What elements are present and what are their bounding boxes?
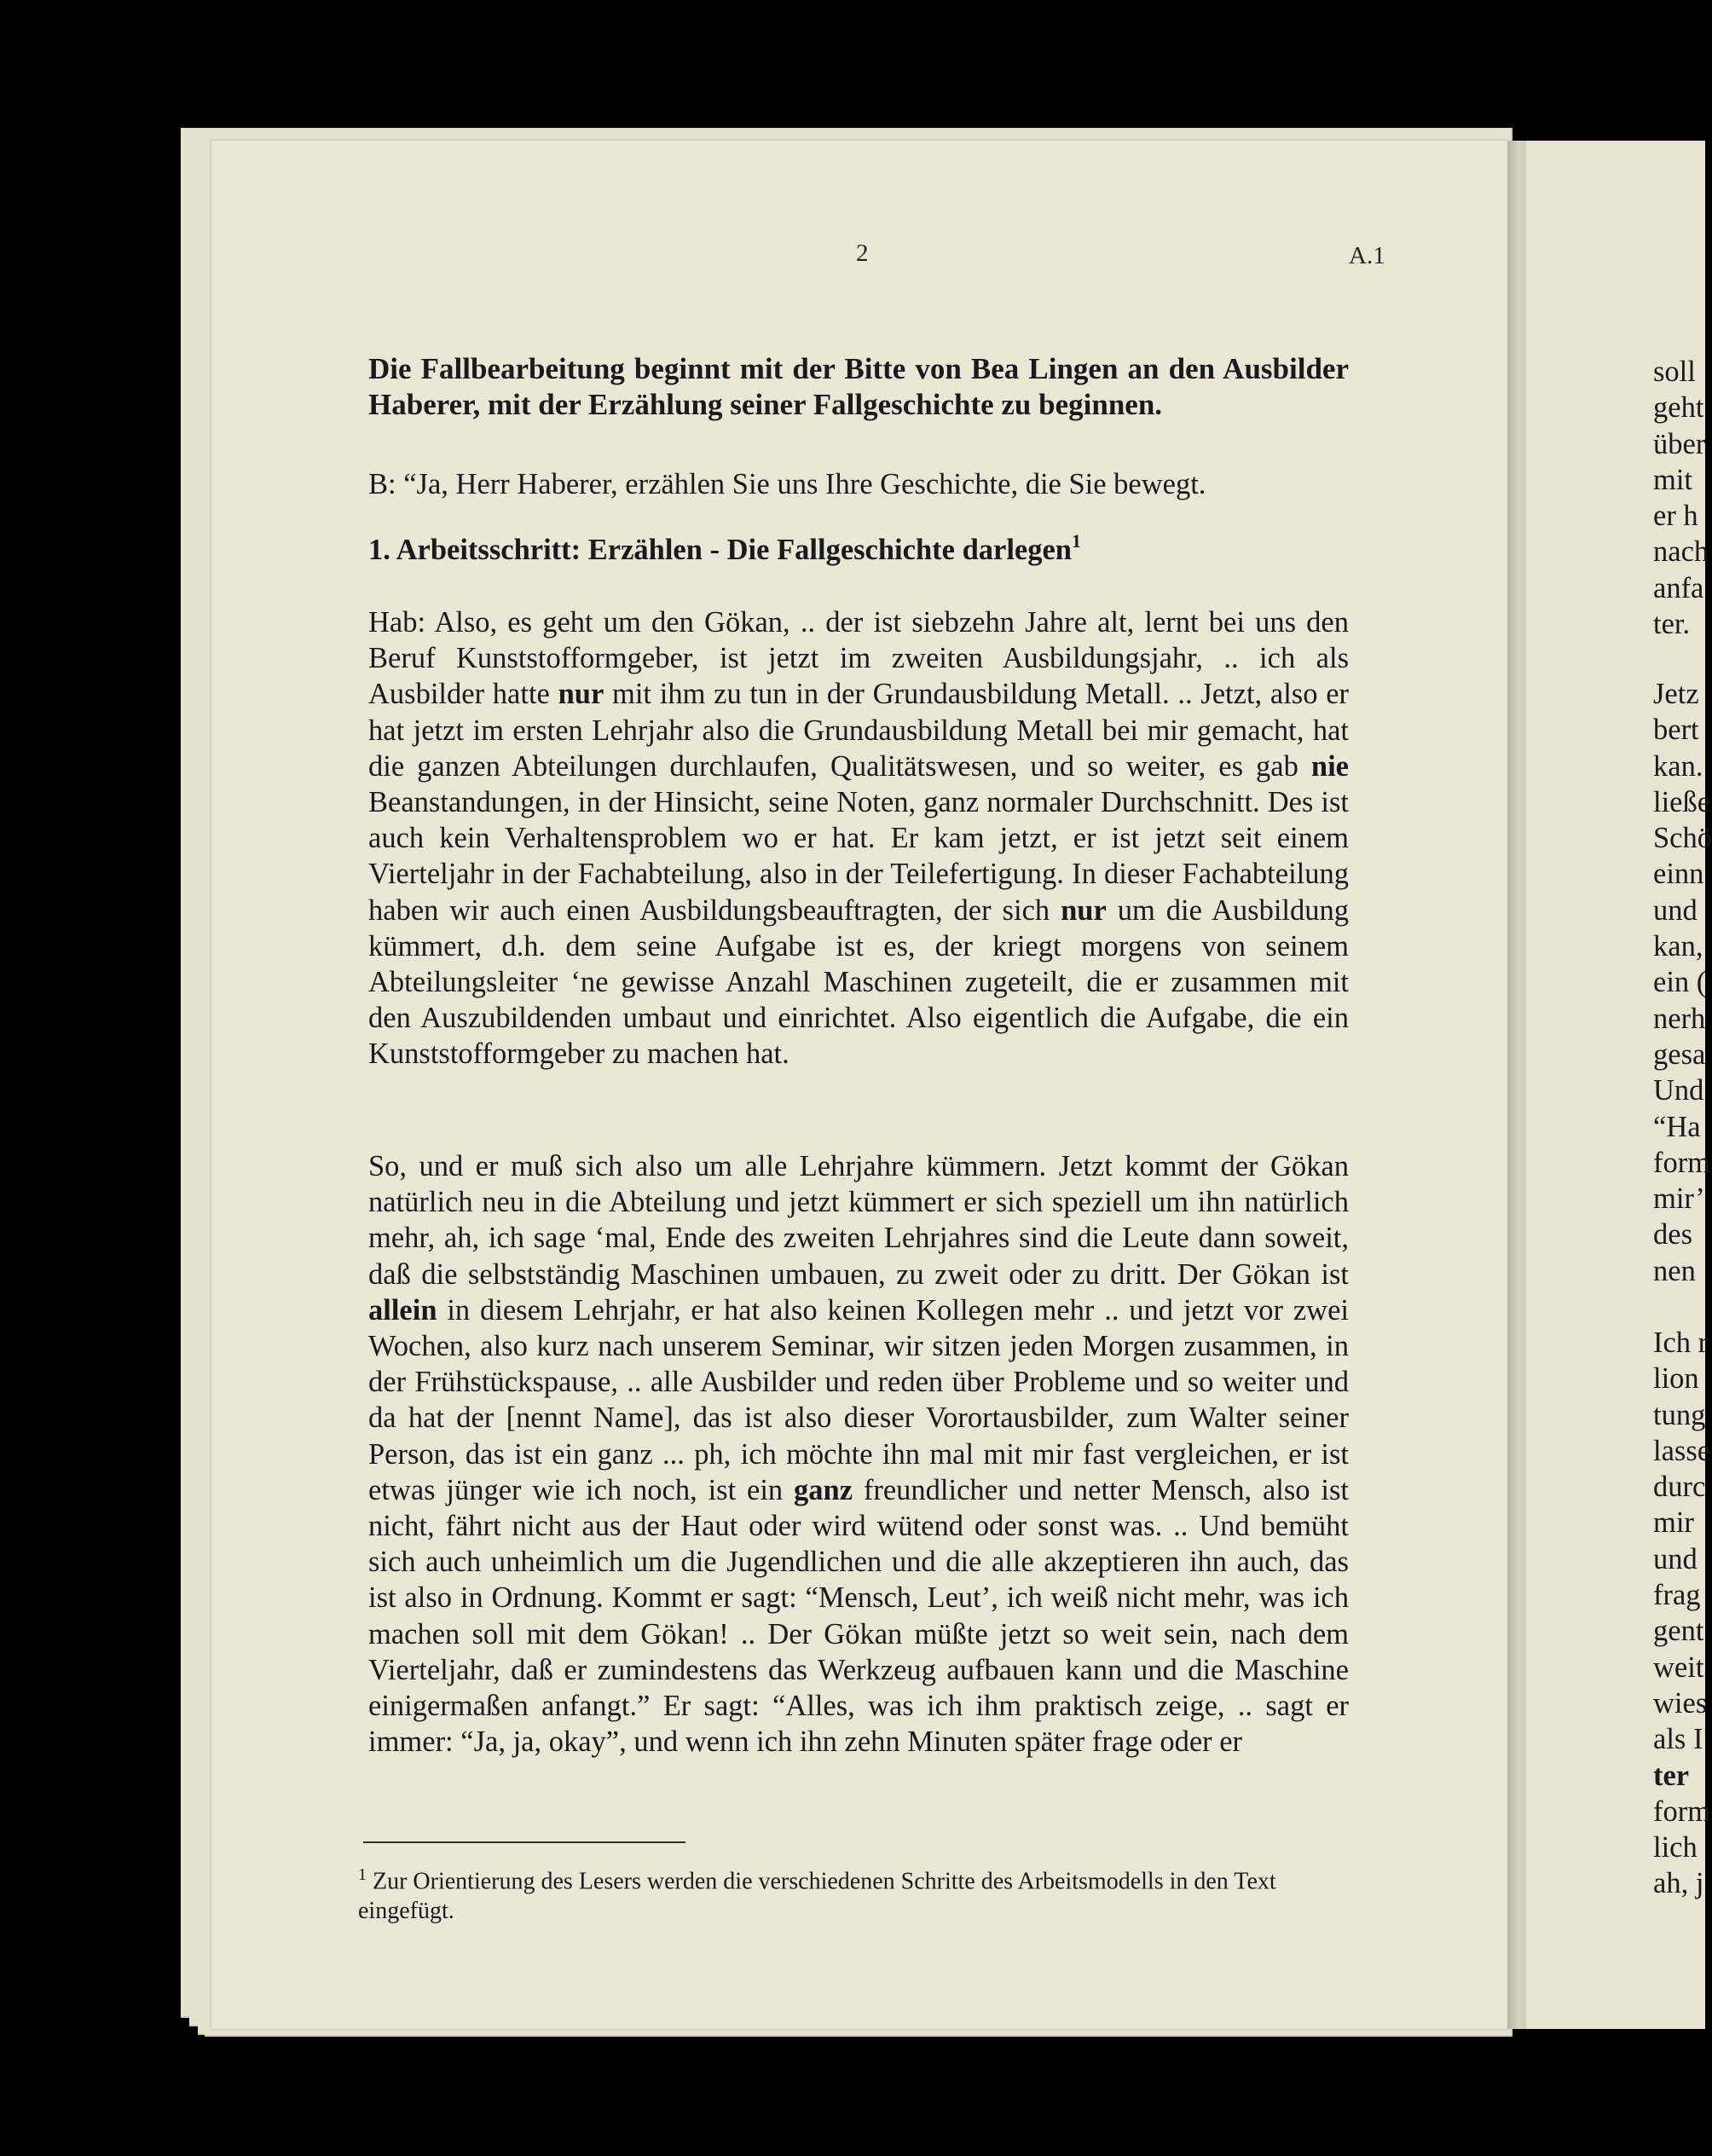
emphasis-nur: nur — [1061, 893, 1107, 927]
paragraph-2-part: in diesem Lehrjahr, er hat also keinen Kollegen mehr .. und jetzt vor zwei Wochen, also kurz nach unserem Seminar, wir sitzen jeden Morgen zusammen, in der Frühstückspause, .. alle Ausbilder und reden über Probleme und so weiter und da hat der [nennt Name], das ist also dieser Vorortausbilder, zum Walter seiner Person, das ist ein ganz ... ph, ich möchte ihn mal mit mir fast vergleichen, er ist etwas jünger wie ich noch, ist ein — [368, 1293, 1349, 1506]
facing-line: mir — [1653, 1506, 1694, 1540]
facing-line: ein ( — [1653, 966, 1707, 999]
facing-line: lich — [1653, 1831, 1698, 1864]
paragraph-2-part: So, und er muß sich also um alle Lehrjahre kümmern. Jetzt kommt der Gökan natürlich neu in die Abteilung und jetzt kümmert er sich speziell um ihn natürlich mehr, ah, ich sage ‘mal, Ende des zweiten Lehrjahres sind die Leute dann soweit, daß die selbstständig Maschinen umbauen, zu zweit oder zu dritt. Der Gökan ist — [368, 1150, 1349, 1291]
section-label: A.1 — [1349, 242, 1385, 269]
paragraph-2-part: freundlicher und netter Mensch, also ist nicht, fährt nicht aus der Haut oder wird wütend oder sonst was. .. Und bemüht sich auch unheimlich um die Jugendlichen und die alle akzeptieren ihn auch, das ist also in Ordnung. Kommt er sagt: “Mensch, Leut’, ich weiß nicht mehr, was ich machen soll mit dem Gökan! .. Der Gökan müßte jetzt so weit sein, nach dem Vierteljahr, daß er zumindestens das Werkzeug aufbauen kann und die Maschine einigermaßen anfangt.” Er sagt: “Alles, was ich ihm praktisch zeige, .. sagt er immer: “Ja, ja, okay”, und wenn ich ihn zehn Minuten später frage oder er — [368, 1473, 1349, 1759]
emphasis-ganz: ganz — [794, 1473, 853, 1506]
facing-line: lion — [1653, 1362, 1699, 1396]
paragraph-1-part: Beanstandungen, in der Hinsicht, seine Noten, ganz normaler Durchschnitt. Des ist auch kein Verhaltensproblem wo er hat. Er kam jetzt, er ist jetzt seit einem Vierteljahr in der Fachabteilung, also in der Teilefertigung. In dieser Fachabteilung haben wir auch einen Ausbildungsbeauftragten, der sich — [368, 786, 1349, 927]
quote-line: B: “Ja, Herr Haberer, erzählen Sie uns Ihre Geschichte, die Sie bewegt. — [368, 468, 1206, 500]
facing-line: lasse — [1653, 1434, 1711, 1467]
facing-line: tung — [1653, 1398, 1706, 1431]
step-heading — [368, 532, 1349, 568]
facing-text-block — [1653, 1325, 1711, 1902]
facing-line: Ich r — [1653, 1327, 1709, 1359]
facing-line: des — [1653, 1218, 1692, 1251]
footnote-ref: 1 — [1071, 530, 1081, 552]
footnote-marker: 1 — [358, 1865, 367, 1884]
paragraph-2 — [368, 1148, 1349, 1760]
facing-line: und — [1653, 1542, 1698, 1575]
facing-line: nen — [1653, 1254, 1696, 1287]
facing-line: frag — [1653, 1579, 1701, 1612]
facing-text-block — [1653, 354, 1709, 642]
facing-line: mir’ — [1653, 1182, 1705, 1216]
facing-line: gent — [1653, 1615, 1704, 1648]
facing-line: soll — [1653, 355, 1696, 388]
facing-line: er h — [1653, 500, 1698, 533]
facing-line: anfa — [1653, 571, 1704, 604]
facing-line: geht — [1653, 391, 1704, 425]
emphasis-nur: nur — [558, 678, 604, 711]
facing-text-block — [1653, 676, 1712, 1289]
facing-line: mit — [1653, 463, 1693, 496]
facing-line: gesa — [1653, 1038, 1706, 1071]
footnote-rule — [363, 1841, 685, 1843]
facing-line: ließe — [1653, 785, 1711, 818]
facing-line: nerh — [1653, 1002, 1706, 1035]
facing-line: “Ha — [1653, 1110, 1701, 1143]
facing-line: und — [1653, 893, 1698, 927]
facing-line: bert — [1653, 714, 1699, 747]
facing-line: kan. — [1653, 749, 1703, 783]
facing-line: als I — [1653, 1723, 1703, 1756]
facing-line: kan, — [1653, 930, 1703, 963]
step-heading-text: 1. Arbeitsschritt: Erzählen - Die Fallgeschichte darlegen — [368, 534, 1072, 566]
facing-line: ter. — [1653, 608, 1691, 641]
paragraph-1-part: um die Ausbildung kümmert, d.h. dem seine Aufgabe ist es, der kriegt morgens von seinem Abteilungsleiter ‘ne gewisse Anzahl Maschinen zugeteilt, die er zusammen mit den Auszubildenden umbaut und einrichtet. Also eigentlich die Aufgabe, die ein Kunststofformgeber zu machen hat. — [368, 893, 1349, 1071]
book-gutter — [1507, 141, 1526, 2029]
emphasis-nie: nie — [1310, 749, 1349, 783]
facing-line: Jetz — [1653, 678, 1699, 710]
facing-line: ter — [1653, 1759, 1690, 1792]
facing-line: Und — [1653, 1074, 1704, 1107]
paragraph-1-part: mit ihm zu tun in der Grundausbildung Metall. .. Jetzt, also er hat jetzt im ersten Lehrjahr also die Grundausbildung Metall bei mir gemacht, hat die ganzen Abteilungen durchlaufen, Qualitätswesen, und so weiter, es gab — [368, 678, 1349, 783]
facing-line: form — [1653, 1146, 1711, 1179]
intro-text: Die Fallbearbeitung beginnt mit der Bitte von Bea Lingen an den Ausbilder Haberer, mit der Erzählung seiner Fallgeschichte zu beginnen. — [368, 352, 1349, 421]
facing-line: durc — [1653, 1471, 1706, 1504]
facing-line: ah, j — [1653, 1867, 1704, 1900]
facing-line: Schö — [1653, 822, 1712, 855]
facing-line: nach — [1653, 535, 1709, 569]
facing-line: wies — [1653, 1686, 1708, 1720]
footnote — [358, 1860, 1364, 1926]
facing-line: weit — [1653, 1650, 1704, 1684]
footnote-text: Zur Orientierung des Lesers werden die verschiedenen Schritte des Arbeitsmodells in den Text eingefügt. — [358, 1868, 1276, 1925]
facing-line: form — [1653, 1795, 1711, 1828]
emphasis-allein: allein — [368, 1293, 437, 1327]
paragraph-1 — [368, 604, 1349, 1072]
page-number: 2 — [856, 240, 869, 267]
facing-line: über — [1653, 427, 1706, 460]
paragraph-1-part: Hab: Also, es geht um den Gökan, .. der ist siebzehn Jahre alt, lernt bei uns den Beruf Kunststofformgeber, ist jetzt im zweiten Ausbildungsjahr, .. ich als Ausbilder hatte — [368, 606, 1349, 711]
facing-line: einn — [1653, 858, 1704, 891]
